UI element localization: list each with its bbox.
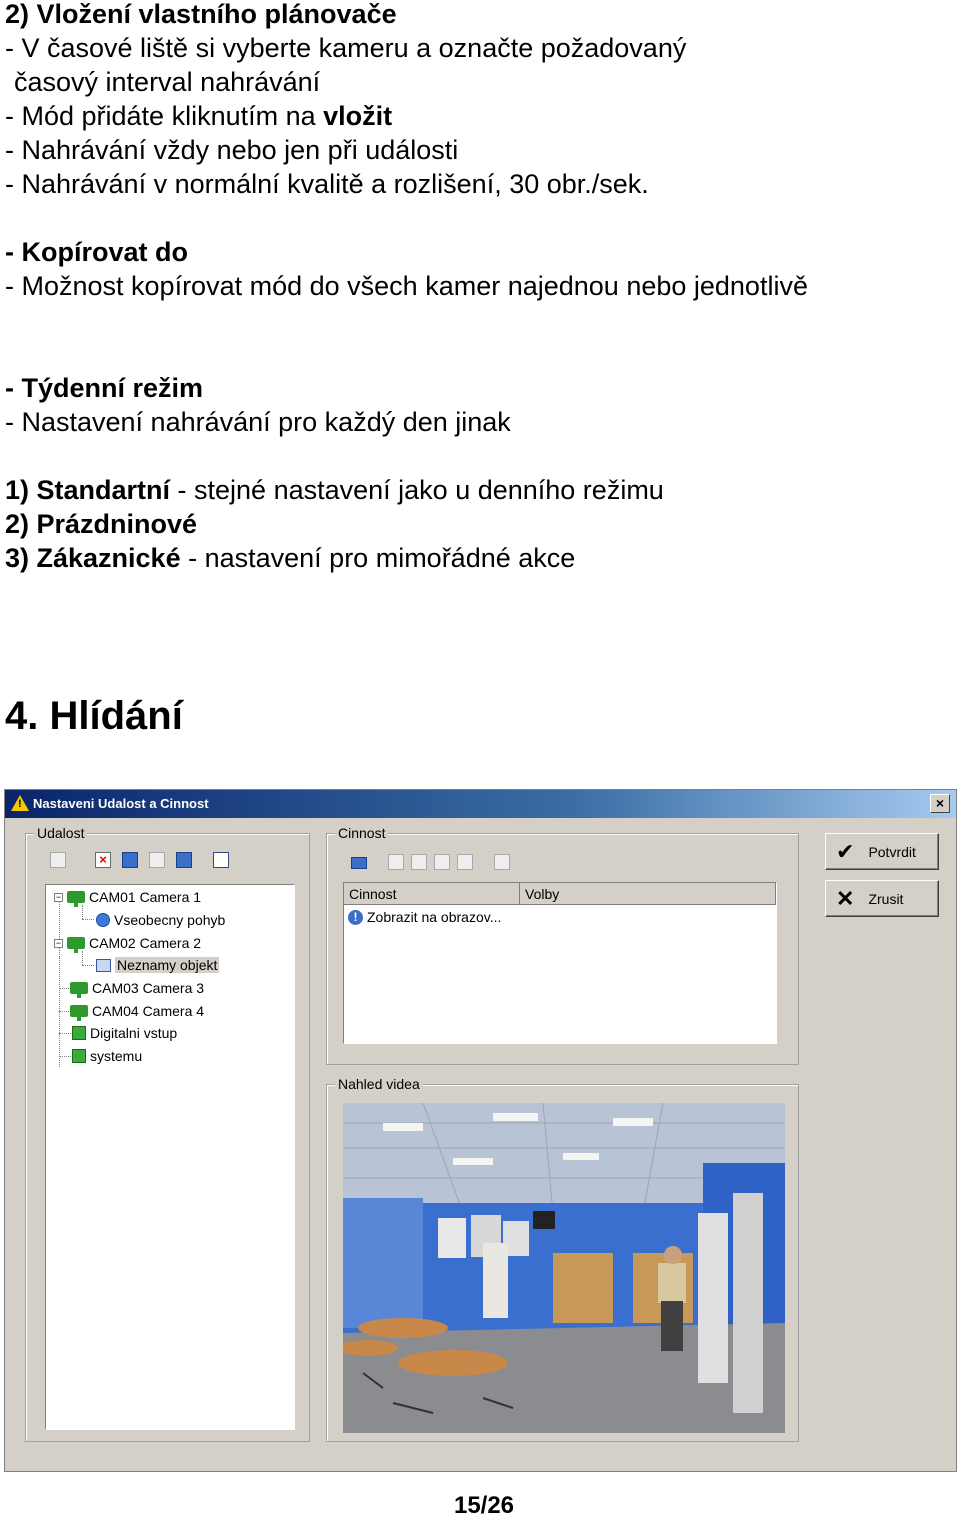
properties-icon[interactable] [213, 852, 229, 868]
tree-node-label: CAM04 Camera 4 [92, 1003, 205, 1019]
column-header-volby[interactable]: Volby [520, 883, 776, 905]
text-line: - Nahrávání vždy nebo jen při události [5, 135, 459, 165]
collapse-icon[interactable]: − [55, 937, 62, 948]
dialog-titlebar [5, 790, 956, 818]
paste-event-icon[interactable] [176, 852, 192, 868]
page-number: 15/26 [453, 1492, 515, 1519]
add-action-icon[interactable] [351, 857, 367, 869]
dialog-title: Nastaveni Udalost a Cinnost [33, 796, 209, 811]
tree-node-unknown-object[interactable] [96, 957, 219, 973]
disabled-icon[interactable] [149, 852, 165, 868]
tree-node-label: systemu [90, 1048, 143, 1064]
tree-node-label: CAM02 Camera 2 [89, 935, 202, 951]
tree-node-cam02[interactable] [54, 935, 201, 951]
tree-node-label: Neznamy objekt [117, 957, 218, 973]
text-bold: 1) Standartní [5, 475, 171, 505]
udalost-toolbar [50, 852, 229, 868]
text-line [5, 473, 664, 507]
new-event-icon[interactable] [50, 852, 66, 868]
group-label: Nahled videa [335, 1076, 423, 1092]
text-bold: 3) Zákaznické [5, 543, 181, 573]
text-line: - Možnost kopírovat mód do všech kamer najednou nebo jednotlivě [5, 271, 808, 301]
digital-input-icon [72, 1026, 86, 1040]
cancel-button[interactable] [825, 880, 939, 917]
event-action-dialog [4, 789, 957, 1472]
text-fragment: - Mód přidáte kliknutím na [5, 101, 324, 131]
object-icon [96, 959, 111, 972]
tree-node-label: CAM01 Camera 1 [89, 889, 202, 905]
copy-action-icon[interactable] [411, 854, 427, 870]
text-line [5, 99, 392, 133]
list-item-label: Zobrazit na obrazov... [367, 909, 502, 925]
tree-node-cam03[interactable] [70, 980, 204, 996]
text-line: - Nahrávání v normální kvalitě a rozlišení, 30 obr./sek. [5, 169, 649, 199]
tree-node-system[interactable] [72, 1048, 142, 1064]
tree-node-digital-input[interactable] [72, 1025, 177, 1041]
text-line: časový interval nahrávání [14, 67, 321, 97]
text-line: 2) Prázdninové [5, 509, 198, 539]
text-line: - Nastavení nahrávání pro každý den jinak [5, 407, 511, 437]
group-label: Udalost [34, 825, 87, 841]
heading-copy-to: - Kopírovat do [5, 237, 188, 267]
cinnost-toolbar [351, 854, 510, 870]
tree-node-label: Digitalni vstup [90, 1025, 178, 1041]
camera-icon [67, 891, 85, 903]
motion-icon [96, 913, 110, 927]
confirm-button[interactable] [825, 833, 939, 870]
heading-weekly-mode: - Týdenní režim [5, 373, 204, 403]
column-header-cinnost[interactable]: Cinnost [344, 883, 520, 905]
button-label: Potvrdit [868, 843, 916, 860]
camera-icon [70, 982, 88, 994]
x-icon: ✕ [836, 885, 855, 911]
warning-icon: ! [11, 795, 29, 811]
button-label: Zrusit [868, 890, 904, 907]
checkmark-icon: ✔ [836, 838, 855, 864]
close-button[interactable]: × [930, 794, 950, 813]
copy-event-icon[interactable] [122, 852, 138, 868]
collapse-icon[interactable]: − [55, 891, 62, 902]
disabled-icon[interactable] [434, 854, 450, 870]
properties-icon[interactable] [494, 854, 510, 870]
text-line [5, 541, 575, 575]
delete-event-icon[interactable]: × [95, 852, 111, 868]
tree-node-motion[interactable] [96, 912, 225, 928]
camera-icon [70, 1005, 88, 1017]
action-list [343, 882, 777, 1044]
camera-icon [67, 937, 85, 949]
text-bold-insert: vložit [323, 101, 393, 131]
text-line: - V časové liště si vyberte kameru a označte požadovaný [5, 33, 687, 63]
tree-node-label: CAM03 Camera 3 [92, 980, 205, 996]
system-icon [72, 1049, 86, 1063]
list-item[interactable] [348, 909, 501, 925]
paste-action-icon[interactable] [457, 854, 473, 870]
tree-node-cam01[interactable] [54, 889, 201, 905]
alert-icon: ! [348, 910, 363, 925]
tree-node-cam04[interactable] [70, 1003, 204, 1019]
section-heading: 4. Hlídání [5, 694, 183, 738]
delete-action-icon[interactable] [388, 854, 404, 870]
video-preview-image [343, 1103, 785, 1433]
text-fragment: - nastavení pro mimořádné akce [180, 543, 576, 573]
group-label: Cinnost [335, 825, 388, 841]
event-tree [45, 884, 295, 1430]
text-fragment: - stejné nastavení jako u denního režimu [170, 475, 664, 505]
heading-custom-scheduler: 2) Vložení vlastního plánovače [5, 0, 397, 29]
tree-node-label: Vseobecny pohyb [114, 912, 226, 928]
